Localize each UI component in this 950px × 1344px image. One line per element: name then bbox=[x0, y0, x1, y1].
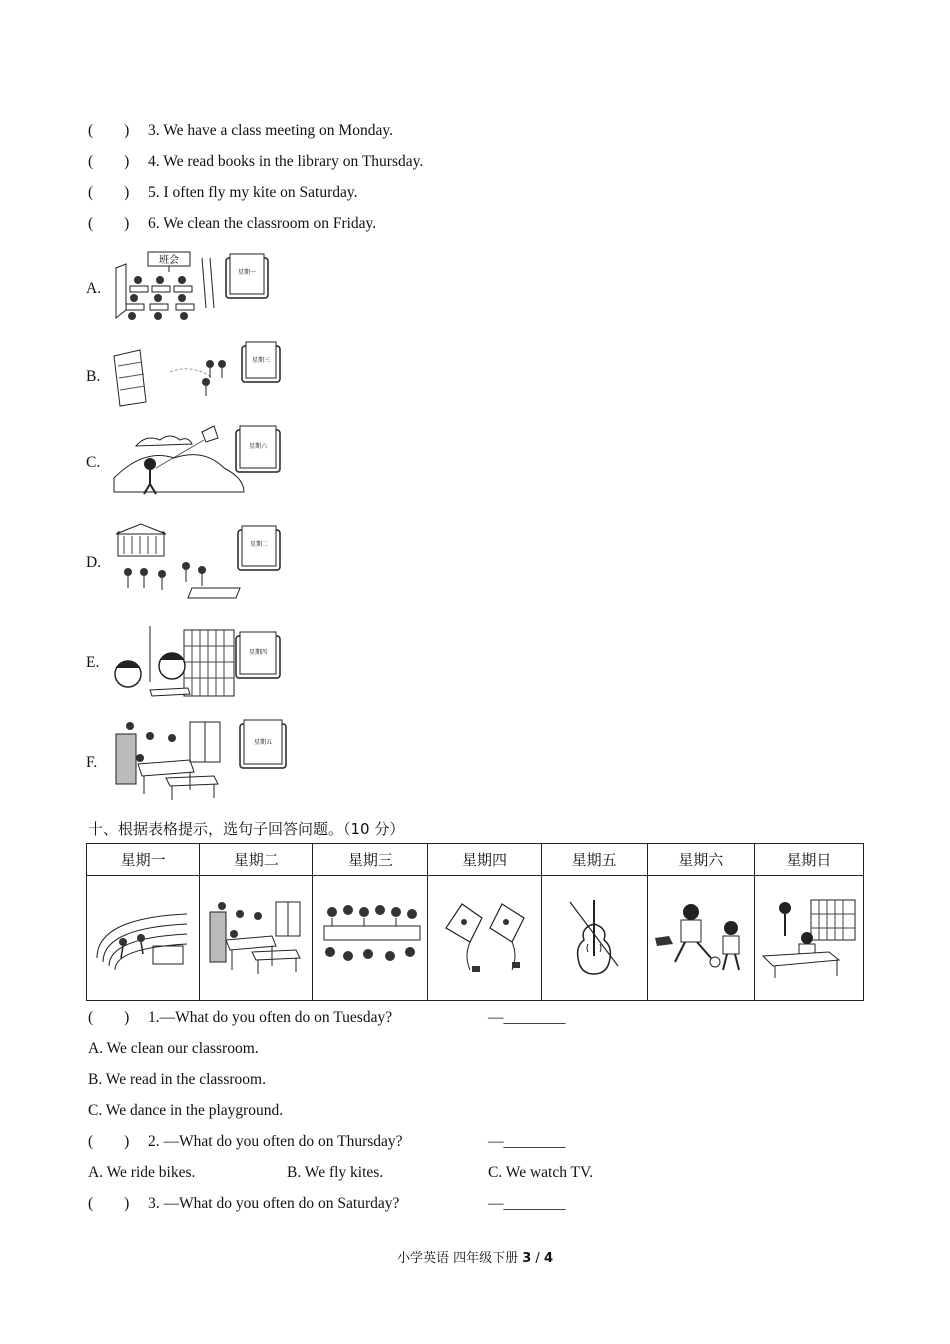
calendar-thursday: 星期四 bbox=[248, 649, 268, 656]
calendar-tuesday: 星期二 bbox=[249, 541, 269, 548]
football-picture bbox=[651, 896, 751, 980]
violin-picture bbox=[564, 896, 624, 980]
day-wednesday: 星期三 bbox=[313, 844, 428, 876]
calendar-wednesday: 星期三 bbox=[251, 357, 271, 364]
question-5: ( ) 5. I often fly my kite on Saturday. bbox=[88, 184, 358, 201]
s10-answer-blank-2: —________ bbox=[488, 1133, 566, 1150]
calendar-saturday: 星期六 bbox=[248, 443, 268, 450]
schedule-days-row bbox=[87, 844, 864, 876]
page-footer: 小学英语 四年级下册 3 / 4 bbox=[396, 1251, 553, 1266]
reading-at-home-picture bbox=[759, 896, 859, 980]
s10-question-1: ( ) 1.—What do you often do on Tuesday? bbox=[88, 1009, 393, 1026]
s10-q2-option-b: B. We fly kites. bbox=[287, 1164, 384, 1181]
s10-q1-option-c: C. We dance in the playground. bbox=[88, 1102, 284, 1119]
playing-outside-picture bbox=[110, 336, 290, 416]
tuesday-picture-cell bbox=[200, 876, 313, 1001]
day-sunday: 星期日 bbox=[754, 844, 863, 876]
flying-kite-picture bbox=[110, 422, 290, 506]
section-10-heading: 十、根据表格提示，选句子回答问题。（10 分） bbox=[88, 820, 405, 838]
calendar-monday: 星期一 bbox=[237, 269, 257, 276]
thursday-picture-cell bbox=[428, 876, 541, 1001]
question-6: ( ) 6. We clean the classroom on Friday. bbox=[88, 215, 377, 232]
s10-question-2: ( ) 2. —What do you often do on Thursday? bbox=[88, 1133, 403, 1150]
s10-q1-option-a: A. We clean our classroom. bbox=[88, 1040, 259, 1057]
cleaning-classroom-picture bbox=[110, 718, 294, 804]
saturday-picture-cell bbox=[647, 876, 754, 1001]
day-thursday: 星期四 bbox=[428, 844, 541, 876]
day-monday: 星期一 bbox=[87, 844, 200, 876]
library-picture bbox=[110, 622, 290, 706]
page-number: 3 bbox=[522, 1251, 532, 1266]
day-friday: 星期五 bbox=[541, 844, 647, 876]
s10-q1-option-b: B. We read in the classroom. bbox=[88, 1071, 266, 1088]
wednesday-picture-cell bbox=[313, 876, 428, 1001]
classroom-cleaning-picture bbox=[206, 898, 306, 978]
s10-q2-option-a: A. We ride bikes. bbox=[88, 1164, 196, 1181]
kites-picture bbox=[432, 898, 536, 978]
s10-answer-blank-3: —________ bbox=[488, 1195, 566, 1212]
running-track-picture bbox=[93, 898, 193, 978]
s10-q2-option-c: C. We watch TV. bbox=[488, 1164, 594, 1181]
day-saturday: 星期六 bbox=[647, 844, 754, 876]
class-meeting-picture bbox=[110, 248, 280, 328]
s10-answer-blank-1: —________ bbox=[488, 1009, 566, 1026]
schedule-table bbox=[86, 843, 864, 1001]
day-tuesday: 星期二 bbox=[200, 844, 313, 876]
question-3: ( ) 3. We have a class meeting on Monday. bbox=[88, 122, 393, 139]
sunday-picture-cell bbox=[754, 876, 863, 1001]
playground-picture bbox=[110, 522, 290, 606]
calendar-friday: 星期五 bbox=[253, 739, 273, 746]
group-reading-picture bbox=[318, 898, 422, 978]
schedule-pictures-row bbox=[87, 876, 864, 1001]
monday-picture-cell bbox=[87, 876, 200, 1001]
question-4: ( ) 4. We read books in the library on Thursday. bbox=[88, 153, 424, 170]
s10-question-3: ( ) 3. —What do you often do on Saturday? bbox=[88, 1195, 400, 1212]
page-total: 4 bbox=[543, 1251, 553, 1266]
class-meeting-sign: 班会 bbox=[159, 255, 179, 266]
friday-picture-cell bbox=[541, 876, 647, 1001]
